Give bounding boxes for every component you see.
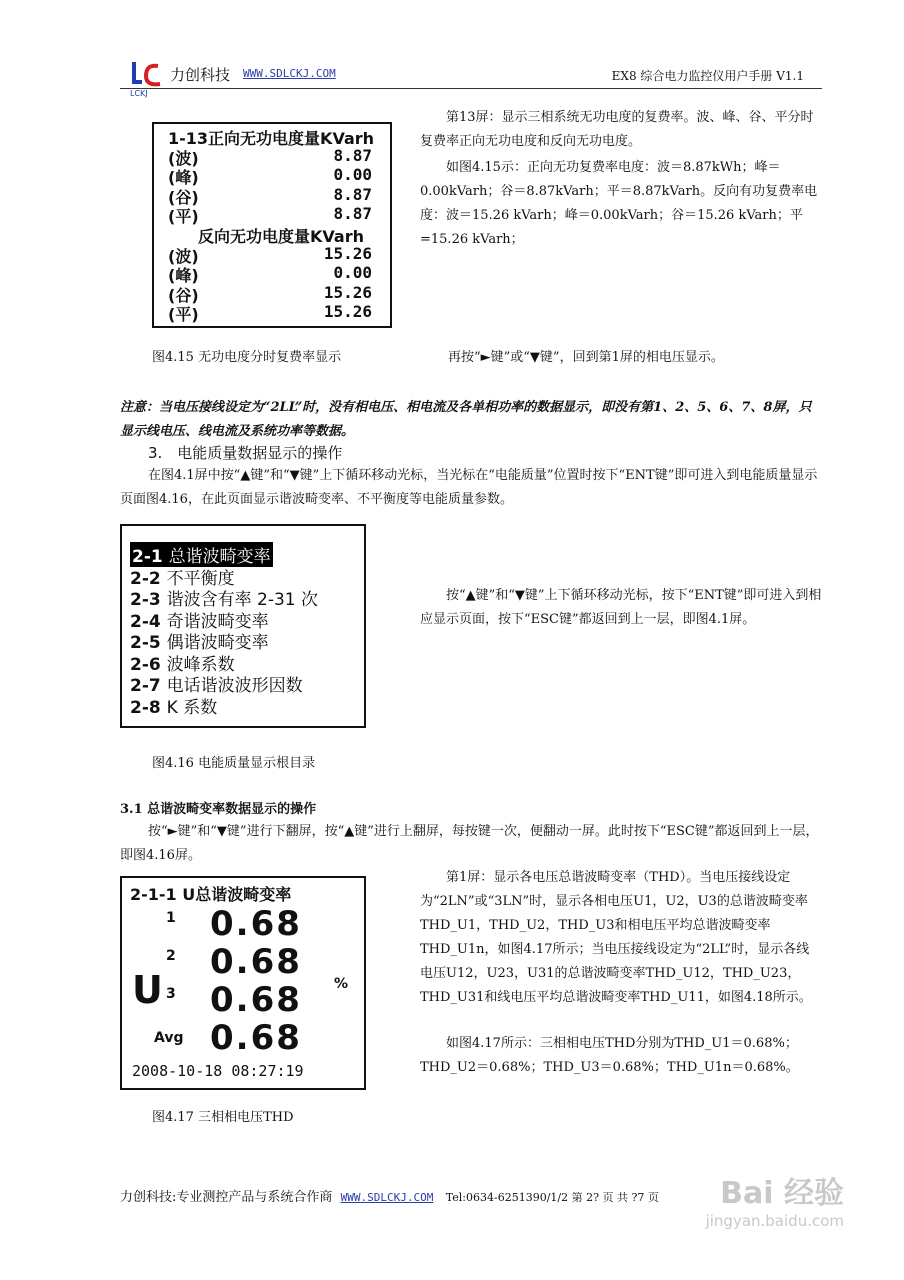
page-footer — [120, 1186, 659, 1205]
menu-item-code: 2-5 — [130, 633, 167, 653]
wiring-note: 注意：当电压接线设定为“2LL”时，没有相电压、相电流及各单相功率的数据显示，即没有第1、2、5、6、7、8屏，只显示线电压、线电流及系统功率等数据。 — [120, 400, 812, 439]
fig416-description: 按“▲键”和“▼键”上下循环移动光标，按下“ENT键”即可进入到相应显示页面，按下“ESC键”都返回到上一层，即图4.1屏。 — [420, 588, 822, 627]
footer-url-link[interactable]: WWW.SDLCKJ.COM — [340, 1191, 434, 1204]
lcd-row-label: (平) — [168, 305, 199, 325]
lcd-row-label: (峰) — [168, 168, 199, 188]
lcd-row-label: (峰) — [168, 266, 199, 286]
lcd-row-value: 15.26 — [323, 243, 372, 263]
lcd-thd-symbol: U — [132, 968, 163, 1012]
fig417-description-1: 第1屏：显示各电压总谐波畸变率（THD）。当电压接线设定为“2LN”或“3LN”时，显示各相电压U1，U2，U3的总谐波畸变率THD_U1，THD_U2，THD_U3和相电压平均总谐波畸变率THD_U1n，如图4.17所示；当电压接线设定为“2LL”时，显示各线电压U12，U23，U31的总谐波畸变率THD_U12，THD_U23，THD_U31和线电压平均总谐波畸变率THD_U11，如图4.18所示。 — [420, 870, 812, 1005]
footer-contact: Tel:0634-6251390/1/2 第 2? 页 共 ?7 页 — [445, 1191, 659, 1204]
thd-row-value: 0.68 — [210, 942, 302, 982]
menu-item-code: 2-1 — [132, 547, 169, 567]
lcd-row-label: (波) — [168, 246, 199, 266]
menu-item-code: 2-3 — [130, 590, 167, 610]
section-3-title: 3. 电能质量数据显示的操作 — [148, 444, 343, 462]
lcd-row-value: 8.87 — [333, 204, 372, 224]
section-3-body: 在图4.1屏中按“▲键”和“▼键”上下循环移动光标，当光标在“电能质量”位置时按下“ENT键”即可进入到电能质量显示页面图4.16，在此页面显示谐波畸变率、不平衡度等电能质量参数。 — [120, 468, 818, 507]
lcd-thd-datetime: 2008-10-18 08:27:19 — [132, 1062, 304, 1080]
header-url-link[interactable]: WWW.SDLCKJ.COM — [243, 67, 336, 80]
menu-item-code: 2-7 — [130, 676, 167, 696]
figure-caption-4-17: 图4.17 三相相电压THD — [152, 1110, 294, 1125]
header-divider — [120, 88, 822, 89]
watermark-brand: Bai 经验 — [720, 1176, 844, 1211]
fig417-description-2: 如图4.17所示：三相相电压THD分别为THD_U1＝0.68%；THD_U2＝0.68%；THD_U3＝0.68%；THD_U1n＝0.68%。 — [420, 1036, 799, 1075]
lcd-row-heading: 1-13正向无功电度量KVarh — [168, 129, 375, 148]
menu-item-2-8[interactable] — [130, 693, 217, 718]
menu-item-code: 2-8 — [130, 697, 167, 718]
menu-item-code: 2-4 — [130, 611, 167, 632]
thd-row-label: 2 — [166, 948, 176, 964]
lcd-row-value: 8.87 — [333, 184, 372, 204]
thd-row-label: 1 — [166, 910, 176, 926]
fig415-description-1: 第13屏：显示三相系统无功电度的复费率。波、峰、谷、平分时复费率正向无功电度和反向无功电度。 — [420, 110, 814, 149]
thd-row-label: Avg — [154, 1030, 184, 1046]
thd-row-value: 0.68 — [210, 904, 302, 944]
menu-item-code: 2-2 — [130, 568, 167, 589]
company-logo — [128, 58, 166, 98]
lcd-thd-unit: % — [334, 976, 349, 992]
document-title: EX8 综合电力监控仪用户手册 V1.1 — [611, 69, 804, 83]
lcd-reactive-energy-screen — [152, 122, 392, 328]
lcd-row-value: 0.00 — [333, 263, 372, 283]
figure-caption-4-16: 图4.16 电能质量显示根目录 — [152, 756, 316, 771]
baidu-watermark — [706, 1168, 844, 1230]
lcd-thd-screen — [120, 876, 366, 1090]
lcd-row-heading: 反向无功电度量KVarh — [198, 227, 364, 246]
menu-item-label: 偶谐波畸变率 — [166, 633, 269, 653]
menu-item-label: K 系数 — [166, 697, 218, 718]
company-name: 力创科技 — [170, 66, 231, 84]
menu-item-label: 波峰系数 — [166, 654, 235, 675]
footer-slogan: 力创科技:专业测控产品与系统合作商 — [120, 1190, 333, 1205]
fig415-description-2: 如图4.15示：正向无功复费率电度：波＝8.87kWh；峰＝0.00kVarh；谷＝8.87kVarh；平＝8.87kVarh。反向有功复费率电度：波＝15.26 kVarh；峰＝0.00kVarh；谷＝15.26 kVarh；平=15.26 kVarh； — [420, 160, 818, 247]
lcd-thd-title: 2-1-1 U总谐波畸变率 — [130, 885, 292, 904]
section-3-1-body: 按“►键”和“▼键”进行下翻屏，按“▲键”进行上翻屏，每按键一次，便翻动一屏。此时按下“ESC键”都返回到上一层，即图4.16屏。 — [120, 824, 819, 863]
menu-item-label: 谐波含有率 2-31 次 — [166, 590, 319, 610]
thd-row-value: 0.68 — [210, 980, 302, 1020]
lcd-row-value: 0.00 — [333, 165, 372, 185]
lcd-row-value: 15.26 — [323, 282, 372, 302]
lcd-row-value: 8.87 — [333, 145, 372, 165]
lcd-row-label: (谷) — [168, 285, 199, 305]
lcd-row-label: (平) — [168, 207, 199, 227]
svg-text:LCKJ: LCKJ — [130, 89, 148, 98]
figure-caption-4-15: 图4.15 无功电度分时复费率显示 — [152, 350, 342, 365]
lcd-row-value: 15.26 — [323, 302, 372, 322]
lcd-power-quality-menu — [120, 524, 366, 728]
menu-item-code: 2-6 — [130, 654, 167, 675]
thd-row-label: 3 — [166, 986, 176, 1002]
menu-item-label: 奇谐波畸变率 — [166, 611, 269, 632]
lcd-row-label: (波) — [168, 148, 199, 168]
fig415-description-3: 再按“►键”或“▼键”，回到第1屏的相电压显示。 — [448, 350, 724, 365]
watermark-url: jingyan.baidu.com — [705, 1212, 844, 1230]
menu-item-label: 电话谐波波形因数 — [166, 676, 303, 696]
lcd-row-label: (谷) — [168, 187, 199, 207]
menu-item-label: 不平衡度 — [166, 568, 235, 589]
menu-item-label: 总谐波畸变率 — [168, 547, 271, 567]
thd-row-value: 0.68 — [210, 1018, 302, 1058]
section-3-1-title: 3.1 总谐波畸变率数据显示的操作 — [120, 802, 317, 817]
